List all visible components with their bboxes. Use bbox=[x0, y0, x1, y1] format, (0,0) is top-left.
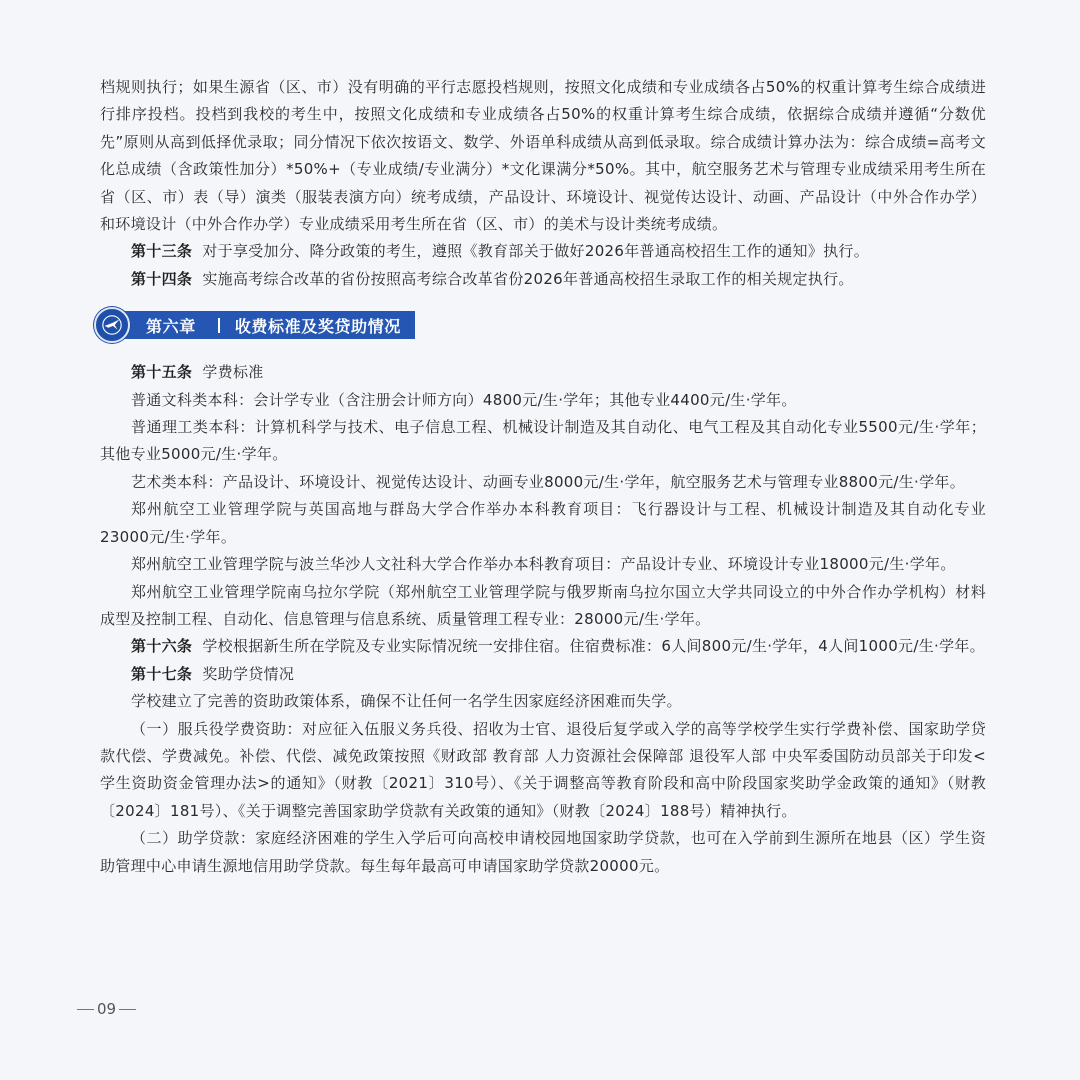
tuition-item: 普通理工类本科：计算机科学与技术、电子信息工程、机械设计制造及其自动化、电气工程及其自动化专业5500元/生·学年；其他专业5000元/生·学年。 bbox=[100, 418, 986, 464]
tuition-item: 普通文科类本科：会计学专业（含注册会计师方向）4800元/生·学年；其他专业4400元/生·学年。 bbox=[131, 390, 797, 409]
article-13 bbox=[100, 238, 986, 265]
tuition-item: 郑州航空工业管理学院与英国高地与群岛大学合作举办本科教育项目：飞行器设计与工程、机械设计制造及其自动化专业23000元/生·学年。 bbox=[100, 500, 986, 546]
tuition-item: 郑州航空工业管理学院南乌拉尔学院（郑州航空工业管理学院与俄罗斯南乌拉尔国立大学共同设立的中外合作办学机构）材料成型及控制工程、自动化、信息管理与信息系统、质量管理工程专业：28000元/生·学年。 bbox=[100, 582, 986, 628]
article-16-text: 学校根据新生所在学院及专业实际情况统一安排住宿。住宿费标准：6人间800元/生·学年，4人间1000元/生·学年。 bbox=[202, 637, 985, 656]
chapter-title-bar bbox=[122, 311, 415, 339]
page-number-text: 09 bbox=[97, 1000, 117, 1018]
aid-item: 学校建立了完善的资助政策体系，确保不让任何一名学生因家庭经济困难而失学。 bbox=[131, 692, 682, 711]
article-15-title: 学费标准 bbox=[202, 363, 264, 382]
article-15-label: 第十五条 bbox=[131, 363, 193, 382]
paragraph-admission-rules: 档规则执行；如果生源省（区、市）没有明确的平行志愿投档规则，按照文化成绩和专业成绩各占50%的权重计算考生综合成绩进行排序投档。投档到我校的考生中，按照文化成绩和专业成绩各占50%的权重计算考生综合成绩，依据综合成绩并遵循“分数优先”原则从高到低择优录取；同分情况下依次按语文、数学、外语单科成绩从高到低录取。综合成绩计算办法为：综合成绩=高考文化总成绩（含政策性加分）*50%+（专业成绩/专业满分）*文化课满分*50%。其中，航空服务艺术与管理专业成绩采用考生所在省（区、市）表（导）演类（服装表演方向）统考成绩，产品设计、环境设计、视觉传达设计、动画、产品设计（中外合作办学）和环境设计（中外合作办学）专业成绩采用考生所在省（区、市）的美术与设计类统考成绩。 bbox=[100, 78, 986, 234]
article-13-text: 对于享受加分、降分政策的考生，遵照《教育部关于做好2026年普通高校招生工作的通知》执行。 bbox=[202, 242, 870, 261]
article-16-label: 第十六条 bbox=[131, 637, 193, 656]
article-15-heading bbox=[100, 359, 986, 386]
article-17-title: 奖助学贷情况 bbox=[202, 664, 295, 683]
airplane-emblem-icon bbox=[94, 307, 130, 343]
aid-item: （一）服兵役学费资助：对应征入伍服义务兵役、招收为士官、退役后复学或入学的高等学校学生实行学费补偿、国家助学贷款代偿、学费减免。补偿、代偿、减免政策按照《财政部 教育部 人力资源社会保障部 退役军人部 中央军委国防动员部关于印发<学生资助资金管理办法>的通知》（财教〔2021〕310号）、《关于调整高等教育阶段和高中阶段国家奖助学金政策的通知》（财教〔2024〕181号）、《关于调整完善国家助学贷款有关政策的通知》（财教〔2024〕188号）精神执行。 bbox=[100, 719, 986, 820]
article-13-label: 第十三条 bbox=[131, 242, 193, 261]
chapter-divider bbox=[218, 318, 220, 333]
tuition-item: 艺术类本科：产品设计、环境设计、视觉传达设计、动画专业8000元/生·学年，航空服务艺术与管理专业8800元/生·学年。 bbox=[131, 472, 965, 491]
page-content bbox=[100, 74, 986, 880]
article-17-heading bbox=[100, 661, 986, 688]
article-14-text: 实施高考综合改革的省份按照高考综合改革省份2026年普通高校招生录取工作的相关规定执行。 bbox=[202, 269, 854, 288]
aid-item: （二）助学贷款：家庭经济困难的学生入学后可向高校申请校园地国家助学贷款，也可在入学前到生源所在地县（区）学生资助管理中心申请生源地信用助学贷款。每生每年最高可申请国家助学贷款20000元。 bbox=[100, 829, 986, 875]
page-number-rule-left bbox=[77, 1009, 94, 1010]
tuition-item: 郑州航空工业管理学院与波兰华沙人文社科大学合作举办本科教育项目：产品设计专业、环境设计专业18000元/生·学年。 bbox=[131, 555, 956, 574]
article-17-label: 第十七条 bbox=[131, 664, 193, 683]
article-16 bbox=[100, 633, 986, 660]
chapter-title: 收费标准及奖贷助情况 bbox=[234, 316, 401, 336]
article-14 bbox=[100, 266, 986, 293]
page-number-rule-right bbox=[119, 1009, 136, 1010]
article-14-label: 第十四条 bbox=[131, 269, 193, 288]
chapter-heading bbox=[94, 309, 986, 341]
page-number bbox=[77, 1000, 136, 1018]
chapter-number: 第六章 bbox=[146, 316, 196, 336]
